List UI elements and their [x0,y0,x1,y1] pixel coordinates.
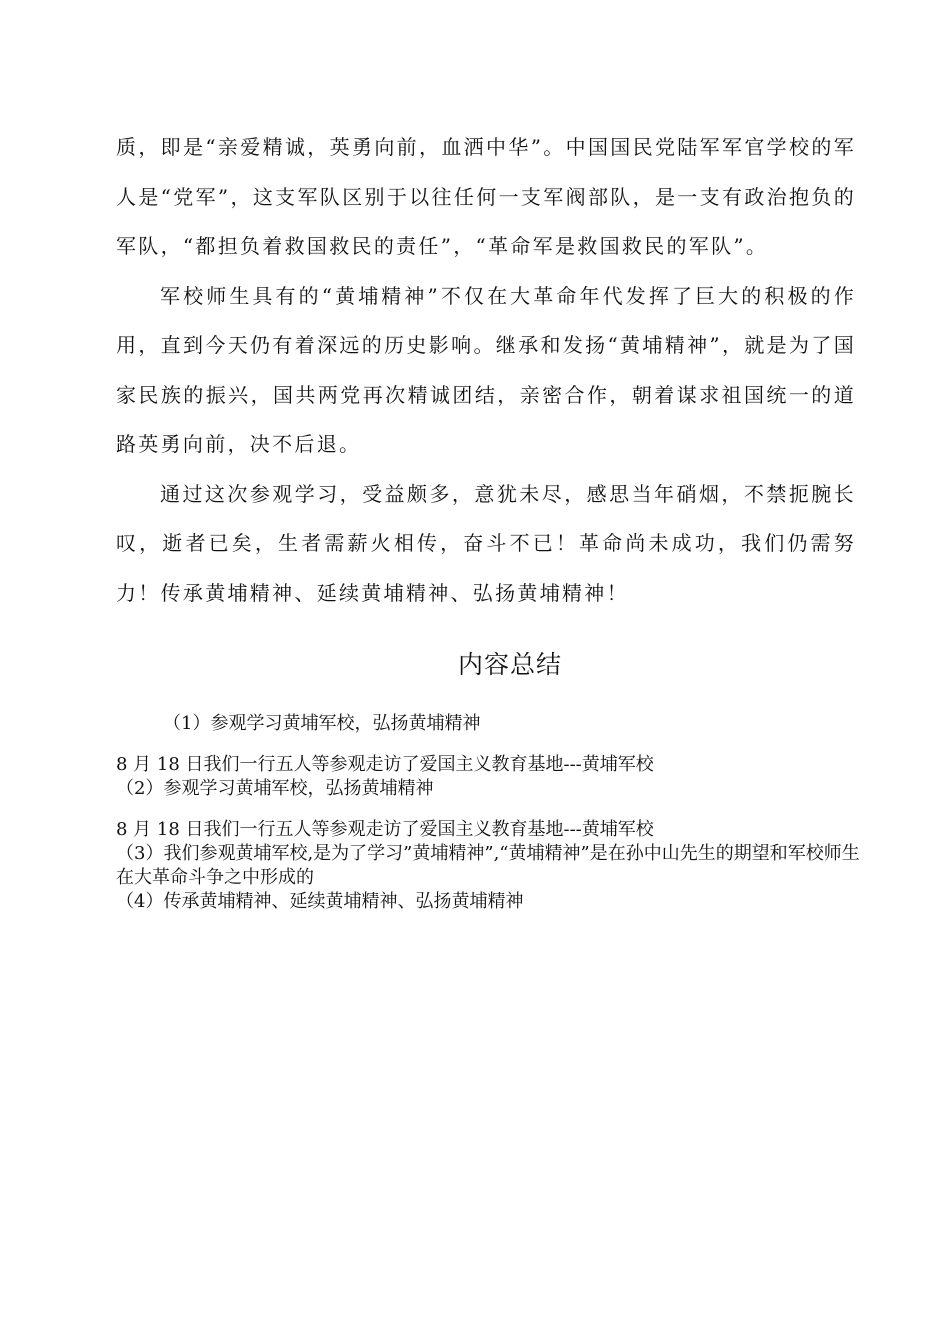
body-text [116,123,856,618]
summary-item-1: （1）参观学习黄埔军校，弘扬黄埔精神 [163,713,481,734]
summary-item-2: （2）参观学习黄埔军校，弘扬黄埔精神 [116,778,434,799]
summary-detail-2: 8 月 18 日我们一行五人等参观走访了爱国主义教育基地---黄埔军校 [116,819,654,840]
summary-detail-1: 8 月 18 日我们一行五人等参观走访了爱国主义教育基地---黄埔军校 [116,754,654,775]
summary-item-4: （4）传承黄埔精神、延续黄埔精神、弘扬黄埔精神 [116,891,524,912]
paragraph-huangpu-spirit: 军校师生具有的“黄埔精神”不仅在大革命年代发挥了巨大的积极的作用，直到今天仍有着深远的历史影响。继承和发扬“黄埔精神”，就是为了国家民族的振兴，国共两党再次精诚团结，亲密合作，朝着谋求祖国统一的道路英勇向前，决不后退。 [116,283,856,456]
paragraph-continuation: 质，即是“亲爱精诚，英勇向前，血洒中华”。中国国民党陆军军官学校的军人是“党军”，这支军队区别于以往任何一支军阀部队，是一支有政治抱负的军队，“都担负着救国救民的责任”，“革命军是救国救民的军队”。 [116,135,856,258]
paragraph-conclusion: 通过这次参观学习，受益颇多，意犹未尽，感思当年硝烟，不禁扼腕长叹，逝者已矣，生者需薪火相传，奋斗不已！革命尚未成功，我们仍需努力！传承黄埔精神、延续黄埔精神、弘扬黄埔精神！ [116,481,856,605]
summary-item-3: （3）我们参观黄埔军校,是为了学习”黄埔精神”,“黄埔精神”是在孙中山先生的期望和军校师生在大革命斗争之中形成的 [116,843,860,888]
content-summary [116,712,861,914]
summary-title: 内容总结 [457,650,562,679]
